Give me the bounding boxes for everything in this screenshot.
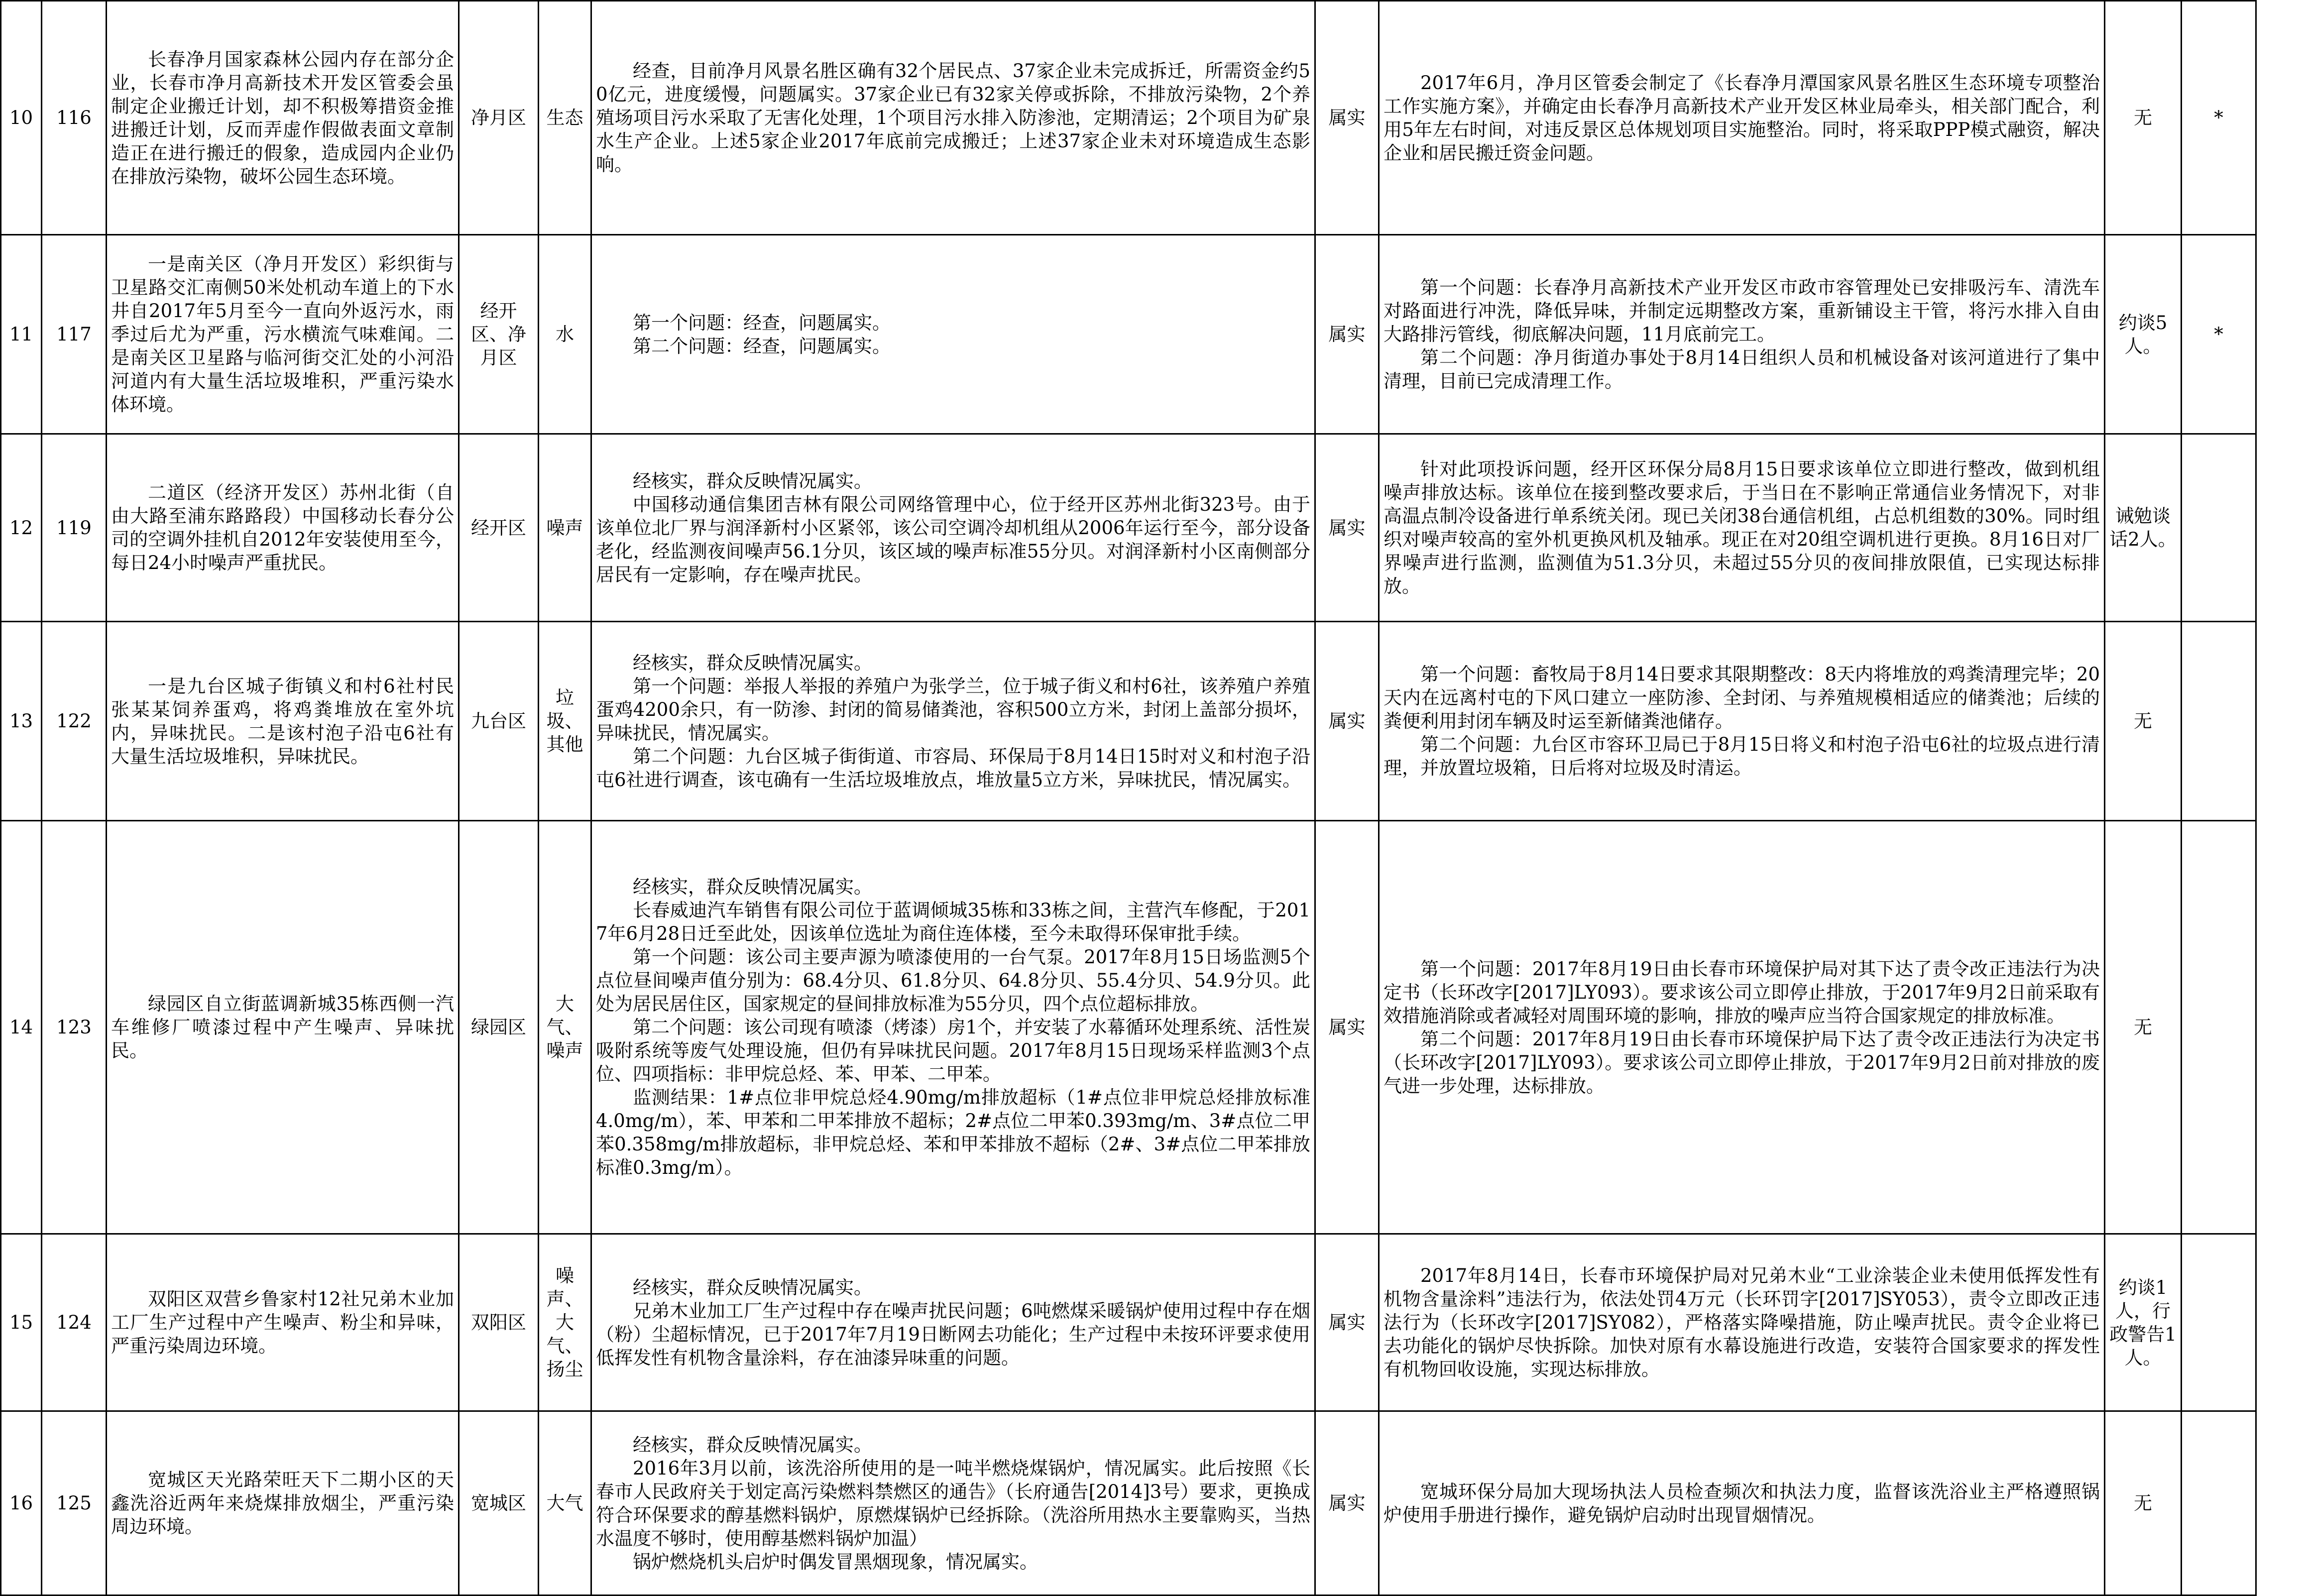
verdict-cell: 属实 (1315, 1411, 1379, 1596)
complaint-text: 一是九台区城子街镇义和村6社村民张某某饲养蛋鸡，将鸡粪堆放在室外坑内，异味扰民。二是该村泡子沿屯6社有大量生活垃圾堆积，异味扰民。 (111, 675, 454, 767)
district-cell: 九台区 (459, 622, 539, 821)
complaint-text: 一是南关区（净月开发区）彩织街与卫星路交汇南侧50米处机动车道上的下水井自2017年5月至今一直向外返污水，雨季过后尤为严重，污水横流气味难闻。二是南关区卫星路与临河街交汇处的小河沿河道内有大量生活垃圾堆积，严重污染水体环境。 (111, 253, 454, 415)
findings-cell (591, 821, 1315, 1234)
row-seq: 10 (1, 1, 42, 235)
measures-text: 2017年8月14日，长春市环境保护局对兄弟木业“工业涂装企业未使用低挥发性有机物含量涂料”违法行为，依法处罚4万元（长环罚字[2017]SY053），责令立即改正违法行为（长环改字[2017]SY082），严格落实降噪措施，防止噪声扰民。责令企业将已去功能化的锅炉尽快拆除。加快对原有水幕设施进行改造，安装符合国家要求的挥发性有机物回收设施，实现达标排放。 (1384, 1265, 2100, 1380)
findings-text: 经核实，群众反映情况属实。 (633, 652, 872, 674)
mark-cell (2182, 434, 2256, 622)
category-cell: 噪声、大气、扬尘 (539, 1234, 591, 1411)
accountability-cell: 约谈5人。 (2105, 235, 2182, 434)
row-seq: 15 (1, 1234, 42, 1411)
category-cell: 大气、噪声 (539, 821, 591, 1234)
accountability-cell: 约谈1人，行政警告1人。 (2105, 1234, 2182, 1411)
measures-text: 第一个问题：畜牧局于8月14日要求其限期整改：8天内将堆放的鸡粪清理完毕；20天内在远离村屯的下风口建立一座防渗、全封闭、与养殖规模相适应的储粪池；后续的粪便利用封闭车辆及时运至新储粪池储存。 (1384, 664, 2100, 732)
row-number: 116 (42, 1, 107, 235)
mark-cell (2182, 622, 2256, 821)
accountability-cell: 无 (2105, 821, 2182, 1234)
measures-text: 2017年6月，净月区管委会制定了《长春净月潭国家风景名胜区生态环境专项整治工作实施方案》，并确定由长春净月高新技术产业开发区林业局牵头，相关部门配合，利用5年左右时间，对违反景区总体规划项目实施整治。同时，将采取PPP模式融资，解决企业和居民搬迁资金问题。 (1384, 72, 2100, 164)
complaint-cell (107, 1, 459, 235)
row-seq: 14 (1, 821, 42, 1234)
table-row (1, 821, 2256, 1234)
measures-cell (1379, 1234, 2105, 1411)
findings-text: 经核实，群众反映情况属实。 (633, 876, 872, 898)
accountability-cell: 无 (2105, 1411, 2182, 1596)
row-number: 122 (42, 622, 107, 821)
measures-cell (1379, 1, 2105, 235)
complaint-cell (107, 821, 459, 1234)
verdict-cell: 属实 (1315, 821, 1379, 1234)
mark-cell (2182, 1411, 2256, 1596)
row-seq: 13 (1, 622, 42, 821)
measures-cell (1379, 434, 2105, 622)
row-seq: 16 (1, 1411, 42, 1596)
mark-cell (2182, 821, 2256, 1234)
complaint-text: 绿园区自立街蓝调新城35栋西侧一汽车维修厂喷漆过程中产生噪声、异味扰民。 (111, 993, 454, 1061)
table-row (1, 622, 2256, 821)
complaint-text: 长春净月国家森林公园内存在部分企业，长春市净月高新技术开发区管委会虽制定企业搬迁计划，却不积极筹措资金推进搬迁计划，反而弄虚作假做表面文章制造正在进行搬迁的假象，造成园内企业仍在排放污染物，破坏公园生态环境。 (111, 48, 454, 187)
measures-cell (1379, 235, 2105, 434)
table-row (1, 1411, 2256, 1596)
mark-cell (2182, 1234, 2256, 1411)
findings-text: 第一个问题：举报人举报的养殖户为张学兰，位于城子街义和村6社，该养殖户养殖蛋鸡4200余只，有一防渗、封闭的简易储粪池，容积500立方米，封闭上盖部分损坏，异味扰民，情况属实。 (596, 675, 1310, 744)
district-cell: 经开区、净月区 (459, 235, 539, 434)
category-cell: 大气 (539, 1411, 591, 1596)
accountability-cell: 诫勉谈话2人。 (2105, 434, 2182, 622)
row-seq: 12 (1, 434, 42, 622)
row-number: 117 (42, 235, 107, 434)
category-cell: 水 (539, 235, 591, 434)
complaint-cell (107, 434, 459, 622)
table-row (1, 1234, 2256, 1411)
measures-text: 第一个问题：2017年8月19日由长春市环境保护局对其下达了责令改正违法行为决定书（长环改字[2017]LY093）。要求该公司立即停止排放，于2017年9月2日前采取有效措施消除或者减轻对周围环境的影响，排放的噪声应当符合国家规定的排放标准。 (1384, 958, 2100, 1026)
findings-text: 中国移动通信集团吉林有限公司网络管理中心，位于经开区苏州北街323号。由于该单位北厂界与润泽新村小区紧邻，该公司空调冷却机组从2006年运行至今，部分设备老化，经监测夜间噪声56.1分贝，该区域的噪声标准55分贝。对润泽新村小区南侧部分居民有一定影响，存在噪声扰民。 (596, 493, 1310, 585)
row-number: 119 (42, 434, 107, 622)
verdict-cell: 属实 (1315, 235, 1379, 434)
measures-text: 针对此项投诉问题，经开区环保分局8月15日要求该单位立即进行整改，做到机组噪声排放达标。该单位在接到整改要求后，于当日在不影响正常通信业务情况下，对非高温点制冷设备进行单系统关闭。现已关闭38台通信机组，占总机组数的30%。同时组织对噪声较高的室外机更换风机及轴承。现正在对20组空调机进行更换。8月16日对厂界噪声进行监测，监测值为51.3分贝，未超过55分贝的夜间排放限值，已实现达标排放。 (1384, 458, 2100, 597)
findings-cell (591, 1, 1315, 235)
findings-text: 经核实，群众反映情况属实。 (633, 470, 872, 492)
findings-text: 第一个问题：该公司主要声源为喷漆使用的一台气泵。2017年8月15日场监测5个点位昼间噪声值分别为：68.4分贝、61.8分贝、64.8分贝、55.4分贝、54.9分贝。此处为居民居住区，国家规定的昼间排放标准为55分贝，四个点位超标排放。 (596, 946, 1310, 1015)
table-row (1, 235, 2256, 434)
verdict-cell: 属实 (1315, 622, 1379, 821)
findings-text: 经核实，群众反映情况属实。 (633, 1434, 872, 1456)
table-row (1, 1, 2256, 235)
findings-cell (591, 1234, 1315, 1411)
findings-text: 2016年3月以前，该洗浴所使用的是一吨半燃烧煤锅炉，情况属实。此后按照《长春市人民政府关于划定高污染燃料禁燃区的通告》（长府通告[2014]3号）要求，更换成符合环保要求的醇基燃料锅炉，原燃煤锅炉已经拆除。（洗浴所用热水主要靠购买，当热水温度不够时，使用醇基燃料锅炉加温） (596, 1457, 1310, 1549)
accountability-cell: 无 (2105, 1, 2182, 235)
district-cell: 绿园区 (459, 821, 539, 1234)
findings-text: 经核实，群众反映情况属实。 (633, 1276, 872, 1298)
district-cell: 净月区 (459, 1, 539, 235)
row-number: 125 (42, 1411, 107, 1596)
measures-cell (1379, 622, 2105, 821)
findings-text: 第二个问题：九台区城子街街道、市容局、环保局于8月14日15时对义和村泡子沿屯6社进行调查，该屯确有一生活垃圾堆放点，堆放量5立方米，异味扰民，情况属实。 (596, 745, 1310, 791)
findings-cell (591, 434, 1315, 622)
row-number: 123 (42, 821, 107, 1234)
accountability-cell: 无 (2105, 622, 2182, 821)
category-cell: 垃圾、其他 (539, 622, 591, 821)
mark-cell: * (2182, 1, 2256, 235)
findings-text: 锅炉燃烧机头启炉时偶发冒黑烟现象，情况属实。 (633, 1551, 1038, 1573)
table-row (1, 434, 2256, 622)
findings-text: 兄弟木业加工厂生产过程中存在噪声扰民问题；6吨燃煤采暖锅炉使用过程中存在烟（粉）尘超标情况，已于2017年7月19日断网去功能化；生产过程中未按环评要求使用低挥发性有机物含量涂料，存在油漆异味重的问题。 (596, 1300, 1310, 1368)
category-cell: 噪声 (539, 434, 591, 622)
findings-cell (591, 622, 1315, 821)
verdict-cell: 属实 (1315, 1234, 1379, 1411)
measures-text: 第二个问题：2017年8月19日由长春市环境保护局下达了责令改正违法行为决定书（长环改字[2017]LY093）。要求该公司立即停止排放，于2017年9月2日前对排放的废气进一步处理，达标排放。 (1384, 1028, 2100, 1097)
complaint-cell (107, 235, 459, 434)
findings-text: 经查，目前净月风景名胜区确有32个居民点、37家企业未完成拆迁，所需资金约50亿元，进度缓慢，问题属实。37家企业已有32家关停或拆除，不排放污染物，2个养殖场项目污水采取了无害化处理，1个项目污水排入防渗池，定期清运；2个项目为矿泉水生产企业。上述5家企业2017年底前完成搬迁；上述37家企业未对环境造成生态影响。 (596, 60, 1310, 175)
complaint-cell (107, 622, 459, 821)
complaint-text: 双阳区双营乡鲁家村12社兄弟木业加工厂生产过程中产生噪声、粉尘和异味，严重污染周边环境。 (111, 1288, 454, 1357)
complaint-cell (107, 1234, 459, 1411)
complaint-text: 宽城区天光路荣旺天下二期小区的天鑫洗浴近两年来烧煤排放烟尘，严重污染周边环境。 (111, 1469, 454, 1537)
district-cell: 宽城区 (459, 1411, 539, 1596)
measures-cell (1379, 821, 2105, 1234)
measures-text: 第二个问题：九台区市容环卫局已于8月15日将义和村泡子沿屯6社的垃圾点进行清理，并放置垃圾箱，日后将对垃圾及时清运。 (1384, 734, 2100, 779)
findings-text: 第二个问题：该公司现有喷漆（烤漆）房1个，并安装了水幕循环处理系统、活性炭吸附系统等废气处理设施，但仍有异味扰民问题。2017年8月15日现场采样监测3个点位、四项指标：非甲烷总烃、苯、甲苯、二甲苯。 (596, 1017, 1310, 1085)
category-cell: 生态 (539, 1, 591, 235)
verdict-cell: 属实 (1315, 1, 1379, 235)
findings-text: 第一个问题：经查，问题属实。 (633, 312, 891, 334)
verdict-cell: 属实 (1315, 434, 1379, 622)
complaint-text: 二道区（经济开发区）苏州北街（自由大路至浦东路路段）中国移动长春分公司的空调外挂机自2012年安装使用至今，每日24小时噪声严重扰民。 (111, 482, 454, 573)
mark-cell: * (2182, 235, 2256, 434)
district-cell: 经开区 (459, 434, 539, 622)
district-cell: 双阳区 (459, 1234, 539, 1411)
row-number: 124 (42, 1234, 107, 1411)
complaint-cell (107, 1411, 459, 1596)
measures-text: 宽城环保分局加大现场执法人员检查频次和执法力度，监督该洗浴业主严格遵照锅炉使用手册进行操作，避免锅炉启动时出现冒烟情况。 (1384, 1481, 2100, 1526)
findings-text: 监测结果：1#点位非甲烷总烃4.90mg/m排放超标（1#点位非甲烷总烃排放标准4.0mg/m），苯、甲苯和二甲苯排放不超标；2#点位二甲苯0.393mg/m、3#点位二甲苯0.358mg/m排放超标，非甲烷总烃、苯和甲苯排放不超标（2#、3#点位二甲苯排放标准0.3mg/m）。 (596, 1087, 1310, 1178)
findings-text: 第二个问题：经查，问题属实。 (633, 335, 891, 357)
findings-cell (591, 235, 1315, 434)
measures-cell (1379, 1411, 2105, 1596)
measures-text: 第一个问题：长春净月高新技术产业开发区市政市容管理处已安排吸污车、清洗车对路面进行冲洗，降低异味，并制定远期整改方案，重新铺设主干管，将污水排入自由大路排污管线，彻底解决问题，11月底前完工。 (1384, 277, 2100, 345)
findings-text: 长春威迪汽车销售有限公司位于蓝调倾城35栋和33栋之间，主营汽车修配，于2017年6月28日迁至此处，因该单位选址为商住连体楼，至今未取得环保审批手续。 (596, 900, 1310, 944)
findings-cell (591, 1411, 1315, 1596)
row-seq: 11 (1, 235, 42, 434)
measures-text: 第二个问题：净月街道办事处于8月14日组织人员和机械设备对该河道进行了集中清理，目前已完成清理工作。 (1384, 347, 2100, 392)
